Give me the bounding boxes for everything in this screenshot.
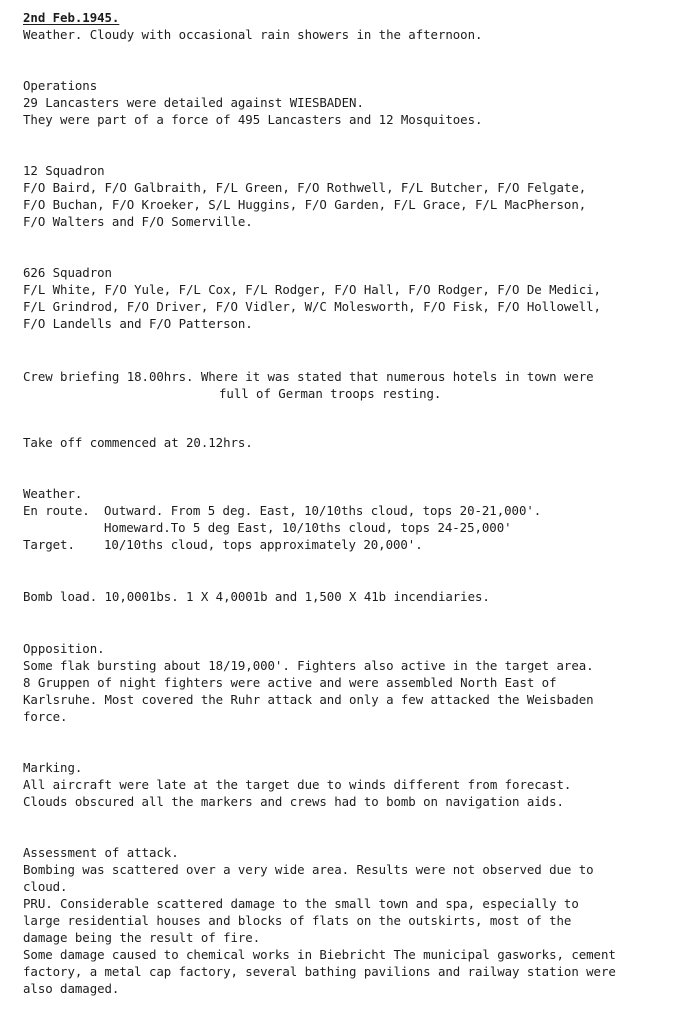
assessment-line: also damaged. <box>23 981 120 996</box>
opposition-line: 8 Gruppen of night fighters were active and were assembled North East of <box>23 675 557 690</box>
assessment-line: factory, a metal cap factory, several bathing pavilions and railway station were <box>23 964 616 979</box>
operations-line: They were part of a force of 495 Lancasters and 12 Mosquitoes. <box>23 112 483 127</box>
outward-weather: Outward. From 5 deg. East, 10/10ths cloud, tops 20-21,000'. <box>104 503 542 518</box>
squadron-626-crew-line: F/L Grindrod, F/O Driver, F/O Vidler, W/C Molesworth, F/O Fisk, F/O Hollowell, <box>23 299 601 314</box>
assessment-line: cloud. <box>23 879 68 894</box>
opposition-heading: Opposition. <box>23 641 105 656</box>
homeward-weather: Homeward.To 5 deg East, 10/10ths cloud, tops 24-25,000' <box>104 520 512 535</box>
squadron-12-heading: 12 Squadron <box>23 163 105 178</box>
squadron-12-crew-line: F/O Buchan, F/O Kroeker, S/L Huggins, F/O Garden, F/L Grace, F/L MacPherson, <box>23 197 587 212</box>
weather-detail-heading: Weather. <box>23 486 83 501</box>
squadron-12-crew-line: F/O Walters and F/O Somerville. <box>23 214 253 229</box>
briefing-line: full of German troops resting. <box>219 386 442 401</box>
assessment-line: PRU. Considerable scattered damage to the small town and spa, especially to <box>23 896 579 911</box>
en-route-label: En route. <box>23 503 90 518</box>
assessment-line: Bombing was scattered over a very wide area. Results were not observed due to <box>23 862 594 877</box>
operations-heading: Operations <box>23 78 98 93</box>
assessment-line: large residential houses and blocks of flats on the outskirts, most of the <box>23 913 572 928</box>
opposition-line: force. <box>23 709 68 724</box>
bomb-load-line: Bomb load. 10,0001bs. 1 X 4,0001b and 1,500 X 41b incendiaries. <box>23 589 490 604</box>
operations-line: 29 Lancasters were detailed against WIESBADEN. <box>23 95 364 110</box>
take-off-line: Take off commenced at 20.12hrs. <box>23 435 253 450</box>
assessment-line: damage being the result of fire. <box>23 930 261 945</box>
assessment-line: Some damage caused to chemical works in Biebricht The municipal gasworks, cement <box>23 947 616 962</box>
opposition-line: Karlsruhe. Most covered the Ruhr attack and only a few attacked the Weisbaden <box>23 692 594 707</box>
squadron-626-heading: 626 Squadron <box>23 265 112 280</box>
squadron-626-crew-line: F/L White, F/O Yule, F/L Cox, F/L Rodger, F/O Hall, F/O Rodger, F/O De Medici, <box>23 282 601 297</box>
opposition-line: Some flak bursting about 18/19,000'. Fighters also active in the target area. <box>23 658 594 673</box>
marking-line: Clouds obscured all the markers and crews had to bomb on navigation aids. <box>23 794 564 809</box>
weather-summary: Weather. Cloudy with occasional rain showers in the afternoon. <box>23 27 483 42</box>
assessment-heading: Assessment of attack. <box>23 845 179 860</box>
briefing-line: Crew briefing 18.00hrs. Where it was stated that numerous hotels in town were <box>23 369 594 384</box>
marking-line: All aircraft were late at the target due to winds different from forecast. <box>23 777 572 792</box>
marking-heading: Marking. <box>23 760 83 775</box>
target-label: Target. <box>23 537 75 552</box>
squadron-12-crew-line: F/O Baird, F/O Galbraith, F/L Green, F/O Rothwell, F/L Butcher, F/O Felgate, <box>23 180 587 195</box>
squadron-626-crew-line: F/O Landells and F/O Patterson. <box>23 316 253 331</box>
date-heading: 2nd Feb.1945. <box>23 10 120 25</box>
target-weather: 10/10ths cloud, tops approximately 20,000'. <box>104 537 423 552</box>
